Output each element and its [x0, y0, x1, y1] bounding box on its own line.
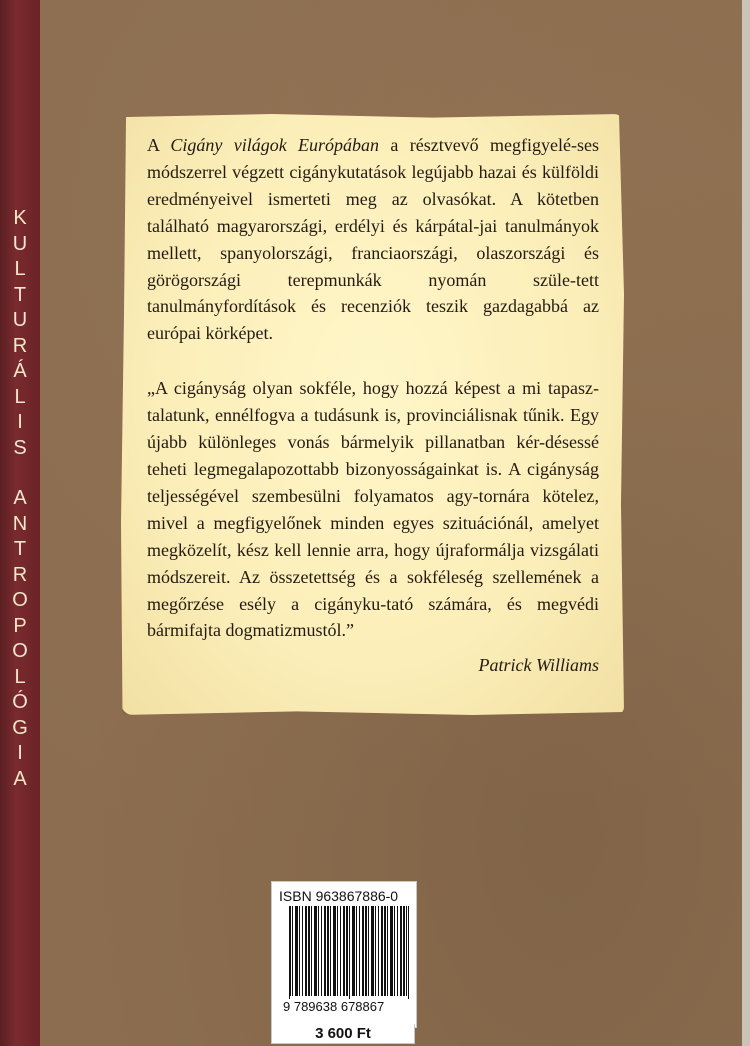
book-title: Cigány világok Európában	[170, 135, 380, 155]
barcode-guard-middle	[349, 906, 350, 1004]
spine-series-title	[0, 206, 40, 792]
description-paragraph: A Cigány világok Európában a résztvevő megfigyelé-ses módszerrel végzett cigánykutatások legújabb hazai és külföldi eredményeivel ismerteti meg az olvasókat. A kötetben található magyarországi, erdélyi és kárpátal-jai tanulmányok mellett, spanyolországi, franciaországi, olaszországi és görögországi terepmunkák nyomán szüle-tett tanulmányfordítások és recenziók teszik gazdagabbá az európai körképet.	[147, 135, 599, 344]
price-label: 3 600 Ft	[271, 1024, 415, 1044]
barcode-guard-right	[408, 906, 409, 1004]
barcode-digits: 9 789638 678867	[283, 999, 411, 1014]
isbn-number: ISBN 963867886-0	[279, 888, 399, 904]
blurb-text	[147, 132, 599, 644]
book-edge	[742, 0, 750, 1046]
spine-word-kulturalis: K U L T U R Á L I S	[12, 207, 28, 459]
spine-band	[0, 0, 40, 1046]
spine-word-antropologia: A N T R O P O L Ó G I A	[12, 487, 28, 790]
quote-author: Patrick Williams	[478, 655, 599, 675]
quote-paragraph: „A cigányság olyan sokféle, hogy hozzá képest a mi tapasz-talatunk, ennélfogva a tudásunk is, provinciálisnak tűnik. Egy újabb különleges vonás bármelyik pillanatban kér-désessé teheti legmegalapozottabb bizonyosságainkat is. A cigányság teljességével szembesülni folyamatos agy-tornára kötelez, mivel a megfigyelőnek minden egyes szituációnál, amelyet megközelít, kész kell lennie arra, hogy újraformálja vizsgálati módszereit. Az összetettség és a sokféleség szellemének a megőrzése esély a cigányku-tató számára, és megvédi bármifajta dogmatizmustól.”	[147, 378, 599, 641]
barcode-guard-left	[289, 906, 290, 1004]
